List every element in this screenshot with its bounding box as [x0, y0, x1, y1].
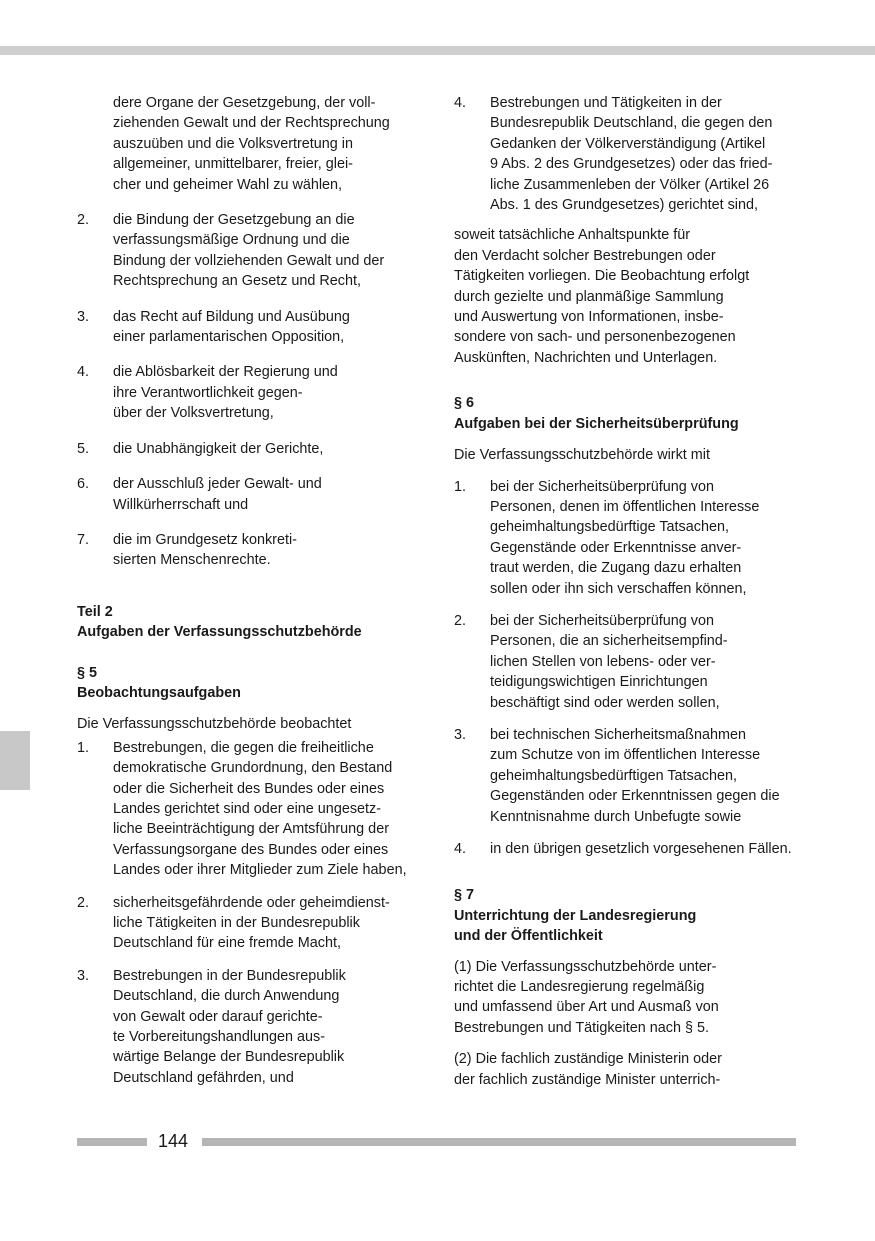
section-7-heading: § 7 Unterrichtung der Landesregierung und der Öffentlichkeit	[454, 887, 697, 945]
list-item	[454, 93, 814, 215]
section-5-intro: Die Verfassungsschutzbehörde beobachtet	[77, 716, 352, 733]
list-item	[77, 474, 429, 515]
list-item-number: 3.	[454, 726, 467, 743]
section-5-closing-paragraph: soweit tatsächliche Anhaltspunkte für den Verdacht solcher Bestrebungen oder Tätigkeiten vorliegen. Die Beobachtung erfolgt durch gezielte und planmäßige Sammlung und Auswertung von Informationen, insbe- sondere von sach- und personenbezogenen Auskünften, Nachrichten und Unterlagen.	[454, 227, 750, 366]
list-item	[77, 738, 429, 881]
list-item-number: 5.	[77, 440, 90, 457]
list-item-text: Bestrebungen und Tätigkeiten in der Bundesrepublik Deutschland, die gegen den Gedanken der Völkerverständigung (Artikel 9 Abs. 2 des Grundgesetzes) oder das fried- liche Zusammenleben der Völker (Artikel 26 Abs. 1 des Grundgesetzes) gerichtet sind,	[490, 95, 773, 214]
list-item-text: bei technischen Sicherheitsmaßnahmen zum Schutze von im öffentlichen Interesse geheimhaltungsbedürftigen Tatsachen, Gegenständen oder Erkenntnissen gegen die Kenntnisnahme durch Unbefugte sowie	[490, 726, 780, 825]
list-item	[77, 893, 429, 954]
list-item-text: bei der Sicherheitsüberprüfung von Personen, denen im öffentlichen Interesse geheimhaltungsbedürftige Tatsachen, Gegenstände oder Erkenntnisse anver- traut werden, die Zugang dazu erhalten sollen oder ihn sich verschaffen können,	[490, 478, 760, 597]
list-item-text: die im Grundgesetz konkreti- sierten Menschenrechte.	[113, 531, 297, 569]
section-7-paragraph-1: (1) Die Verfassungsschutzbehörde unter- richtet die Landesregierung regelmäßig und umfassend über Art und Ausmaß von Bestrebungen und Tätigkeiten nach § 5.	[454, 958, 719, 1036]
right-column	[454, 93, 814, 1090]
footer-bar-right	[202, 1138, 796, 1146]
list-item-continuation	[77, 93, 429, 195]
section-5-heading: § 5 Beobachtungsaufgaben	[77, 664, 241, 701]
section-6-heading: § 6 Aufgaben bei der Sicherheitsüberprüfung	[454, 395, 739, 432]
list-item-number: 2.	[77, 212, 90, 229]
list-item-number: 4.	[454, 841, 467, 857]
list-item-number: 4.	[77, 364, 90, 381]
list-item-text: Bestrebungen in der Bundesrepublik Deutschland, die durch Anwendung von Gewalt oder darauf gerichte- te Vorbereitungshandlungen aus- wärtige Belange der Bundesrepublik Deutschland gefährden, und	[113, 967, 346, 1086]
header-divider-bar	[0, 46, 875, 55]
list-item-number: 7.	[77, 531, 90, 548]
left-column	[77, 93, 429, 1088]
list-item	[77, 530, 429, 571]
list-item	[454, 477, 814, 599]
list-item	[77, 439, 429, 459]
list-item-text: Bestrebungen, die gegen die freiheitliche demokratische Grundordnung, den Bestand oder die Sicherheit des Bundes oder eines Landes gerichtet sind oder eine ungesetz- liche Beeinträchtigung der Amtsführung der Verfassungsorgane des Bundes oder eines Landes oder ihrer Mitglieder zum Ziele haben,	[113, 739, 407, 879]
list-item-number: 1.	[77, 739, 90, 756]
list-item-text: sicherheitsgefährdende oder geheimdienst- liche Tätigkeiten in der Bundesrepublik Deutschland für eine fremde Macht,	[113, 894, 390, 952]
list-item-number: 2.	[454, 612, 467, 629]
list-item-text: die Ablösbarkeit der Regierung und ihre Verantwortlichkeit gegen- über der Volksvertretung,	[113, 364, 338, 422]
list-item-text: das Recht auf Bildung und Ausübung einer parlamentarischen Opposition,	[113, 308, 350, 346]
observation-tasks-list	[77, 738, 429, 1089]
list-item	[454, 611, 814, 713]
list-item-text: die Unabhängigkeit der Gerichte,	[113, 440, 324, 457]
list-item-number: 2.	[77, 894, 90, 911]
list-item	[454, 725, 814, 827]
list-item-text: der Ausschluß jeder Gewalt- und Willkürherrschaft und	[113, 476, 322, 513]
footer-bar-left	[77, 1138, 147, 1146]
chapter-tab-marker	[0, 731, 30, 790]
continuation-text: dere Organe der Gesetzgebung, der voll- ziehenden Gewalt und der Rechtsprechung auszuüben und die Volksvertretung in allgemeiner, unmittelbarer, freier, glei- cher und geheimer Wahl zu wählen,	[113, 95, 390, 193]
list-item-number: 4.	[454, 95, 467, 111]
list-item	[77, 210, 429, 292]
page-number: 144	[158, 1131, 189, 1151]
list-item-number: 3.	[77, 967, 90, 984]
section-6-intro: Die Verfassungsschutzbehörde wirkt mit	[454, 447, 710, 464]
list-item-number: 6.	[77, 476, 90, 493]
list-item	[77, 966, 429, 1088]
list-item	[454, 839, 814, 859]
principles-list	[77, 210, 429, 571]
part-heading: Teil 2 Aufgaben der Verfassungsschutzbehörde	[77, 603, 362, 641]
observation-tasks-list-continued	[454, 93, 814, 215]
list-item-text: die Bindung der Gesetzgebung an die verfassungsmäßige Ordnung und die Bindung der vollziehenden Gewalt und der Rechtsprechung an Gesetz und Recht,	[113, 212, 385, 290]
list-item	[77, 362, 429, 423]
section-7-paragraph-2: (2) Die fachlich zuständige Ministerin oder der fachlich zuständige Minister unterrich-	[454, 1051, 722, 1088]
list-item-number: 3.	[77, 308, 90, 325]
security-check-tasks-list	[454, 477, 814, 860]
list-item-text: in den übrigen gesetzlich vorgesehenen Fällen.	[490, 841, 792, 857]
list-item-number: 1.	[454, 478, 467, 495]
list-item-text: bei der Sicherheitsüberprüfung von Personen, die an sicherheitsempfind- lichen Stellen von lebens- oder ver- teidigungswichtigen Einrichtungen beschäftigt sind oder werden sollen,	[490, 612, 728, 711]
list-item	[77, 307, 429, 348]
